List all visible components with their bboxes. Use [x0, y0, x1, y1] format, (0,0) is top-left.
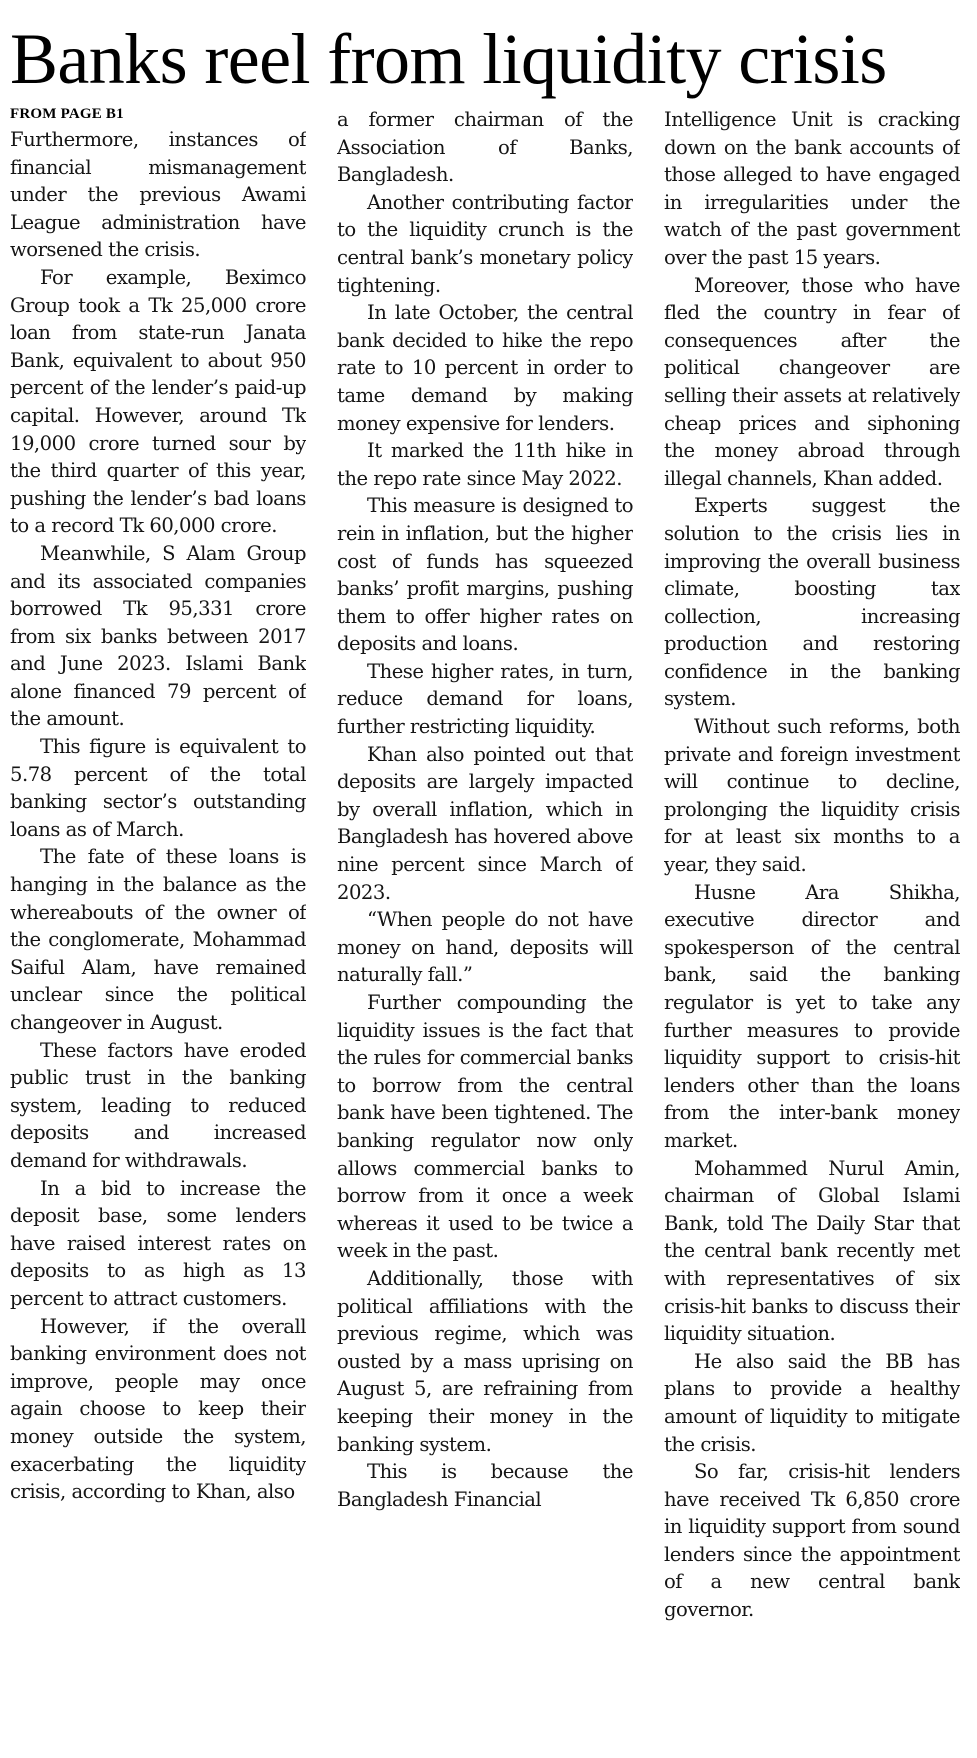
paragraph: “When people do not have money on hand, deposits will naturally fall.” [337, 908, 633, 987]
paragraph: It marked the 11th hike in the repo rate since May 2022. [337, 439, 633, 490]
paragraph: Husne Ara Shikha, executive director and spokesperson of the central bank, said the banking regulator is yet to take any further measures to provide liquidity support to crisis-hit lenders other than the loans from the inter-bank money market. [664, 880, 960, 1152]
dateline: FROM PAGE B1 [10, 106, 124, 122]
paragraph: Intelligence Unit is cracking down on the bank accounts of those alleged to have engaged in irregularities under the watch of the past government over the past 15 years. [664, 108, 960, 269]
paragraph: Another contributing factor to the liquidity crunch is the central bank’s monetary policy tightening. [337, 190, 633, 297]
paragraph: These higher rates, in turn, reduce demand for loans, further restricting liquidity. [337, 659, 633, 739]
paragraph: He also said the BB has plans to provide a healthy amount of liquidity to mitigate the crisis. [664, 1349, 960, 1456]
paragraph: For example, Beximco Group took a Tk 25,000 crore loan from state-run Janata Bank, equivalent to about 950 percent of the lender’s paid-up capital. However, around Tk 19,000 crore turned sour by the third quarter of this year, pushing the lender’s bad loans to a record Tk 60,000 crore. [10, 265, 306, 538]
paragraph: However, if the overall banking environment does not improve, people may once again choose to keep their money outside the system, exacerbating the liquidity crisis, according to Khan, also [10, 1314, 306, 1504]
paragraph: The fate of these loans is hanging in the balance as the whereabouts of the owner of the conglomerate, Mohammad Saiful Alam, have remained unclear since the political changeover in August. [10, 845, 306, 1034]
paragraph: This measure is designed to rein in inflation, but the higher cost of funds has squeezed banks’ profit margins, pushing them to offer higher rates on deposits and loans. [337, 494, 633, 656]
paragraph: Further compounding the liquidity issues is the fact that the rules for commercial banks to borrow from the central bank have been tightened. The banking regulator now only allows commercial banks to borrow from it once a week whereas it used to be twice a week in the past. [337, 991, 633, 1263]
paragraph: Furthermore, instances of financial mismanagement under the previous Awami League administration have worsened the crisis. [10, 128, 306, 262]
paragraph: Without such reforms, both private and foreign investment will continue to decline, prolonging the liquidity crisis for at least six months to a year, they said. [664, 715, 960, 877]
article-column-3 [664, 106, 960, 1751]
paragraph: a former chairman of the Association of Banks, Bangladesh. [337, 108, 633, 187]
paragraph: Additionally, those with political affiliations with the previous regime, which was ousted by a mass uprising on August 5, are refraining from keeping their money in the banking system. [337, 1266, 633, 1456]
paragraph: Mohammed Nurul Amin, chairman of Global Islami Bank, told The Daily Star that the central bank recently met with representatives of six crisis-hit banks to discuss their liquidity situation. [664, 1156, 960, 1346]
paragraph: So far, crisis-hit lenders have received Tk 6,850 crore in liquidity support from sound lenders since the appointment of a new central bank governor. [664, 1460, 960, 1622]
paragraph: This is because the Bangladesh Financial [337, 1460, 633, 1511]
paragraph: These factors have eroded public trust in the banking system, leading to reduced deposits and increased demand for withdrawals. [10, 1038, 306, 1172]
paragraph: In late October, the central bank decided to hike the repo rate to 10 percent in order to tame demand by making money expensive for lenders. [337, 301, 633, 435]
paragraph: Moreover, those who have fled the country in fear of consequences after the political changeover are selling their assets at relatively cheap prices and siphoning the money abroad through illegal channels, Khan added. [664, 273, 960, 490]
paragraph: Meanwhile, S Alam Group and its associated companies borrowed Tk 95,331 crore from six banks between 2017 and June 2023. Islami Bank alone financed 79 percent of the amount. [10, 541, 306, 731]
headline: Banks reel from liquidity crisis [10, 19, 887, 99]
paragraph: This figure is equivalent to 5.78 percent of the total banking sector’s outstanding loans as of March. [10, 735, 306, 841]
article-column-2 [337, 106, 633, 1751]
paragraph: In a bid to increase the deposit base, some lenders have raised interest rates on deposits to as high as 13 percent to attract customers. [10, 1176, 306, 1310]
paragraph: Khan also pointed out that deposits are largely impacted by overall inflation, which in Bangladesh has hovered above nine percent since March of 2023. [337, 742, 633, 904]
article-column-1 [10, 106, 306, 1751]
paragraph: Experts suggest the solution to the crisis lies in improving the overall business climate, boosting tax collection, increasing production and restoring confidence in the banking system. [664, 494, 960, 711]
